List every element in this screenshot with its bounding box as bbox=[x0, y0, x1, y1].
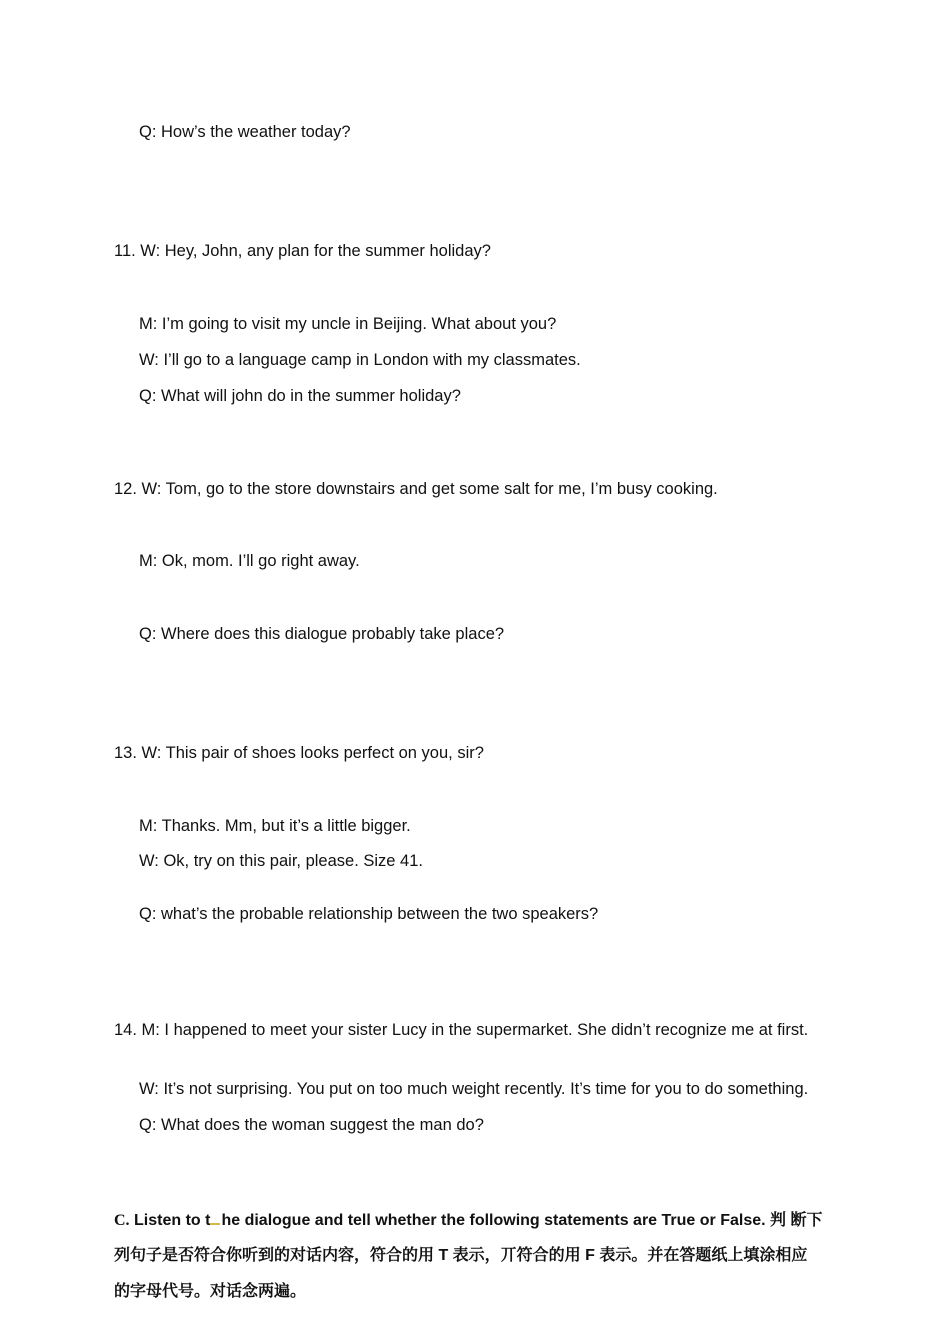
q14-woman-line: W: It’s not surprising. You put on too much weight recently. It’s time for you to do something. bbox=[139, 1080, 809, 1098]
q11-woman-line: 11. W: Hey, John, any plan for the summer holiday? bbox=[114, 242, 491, 260]
q13-woman-line-2: W: Ok, try on this pair, please. Size 41. bbox=[139, 852, 423, 870]
q11-woman-line-2: W: I’ll go to a language camp in London with my classmates. bbox=[139, 351, 581, 369]
section-c-text-b: he dialogue and tell whether the following statements are True or False. 判 断下 bbox=[221, 1212, 823, 1229]
q12-question: Q: Where does this dialogue probably take place? bbox=[139, 625, 505, 643]
section-c-instructions-line-1 bbox=[114, 1211, 822, 1231]
text-cursor-mark bbox=[210, 1223, 220, 1225]
q13-woman-line: 13. W: This pair of shoes looks perfect on you, sir? bbox=[114, 744, 484, 762]
q14-man-line: 14. M: I happened to meet your sister Lucy in the supermarket. She didn’t recognize me at first. bbox=[114, 1021, 809, 1039]
q11-question: Q: What will john do in the summer holiday? bbox=[139, 387, 461, 405]
q11-man-line: M: I’m going to visit my uncle in Beijing. What about you? bbox=[139, 315, 557, 333]
section-c-instructions-line-2: 列句子是否符合你听到的对话内容，符合的用 T 表示，丌符合的用 F 表示。并在答题纸上填涂相应 bbox=[114, 1247, 808, 1264]
q12-woman-line: 12. W: Tom, go to the store downstairs and get some salt for me, I’m busy cooking. bbox=[114, 480, 718, 498]
q13-question: Q: what’s the probable relationship between the two speakers? bbox=[139, 905, 599, 923]
q14-question: Q: What does the woman suggest the man do? bbox=[139, 1116, 484, 1134]
q12-man-line: M: Ok, mom. I’ll go right away. bbox=[139, 552, 360, 570]
section-c-letter: C. bbox=[114, 1212, 130, 1229]
q13-man-line: M: Thanks. Mm, but it’s a little bigger. bbox=[139, 817, 411, 835]
section-c-instructions-line-3: 的字母代号。对话念两遍。 bbox=[114, 1283, 307, 1300]
section-c-text-a: Listen to t bbox=[134, 1212, 211, 1229]
previous-question: Q: How’s the weather today? bbox=[139, 123, 351, 141]
